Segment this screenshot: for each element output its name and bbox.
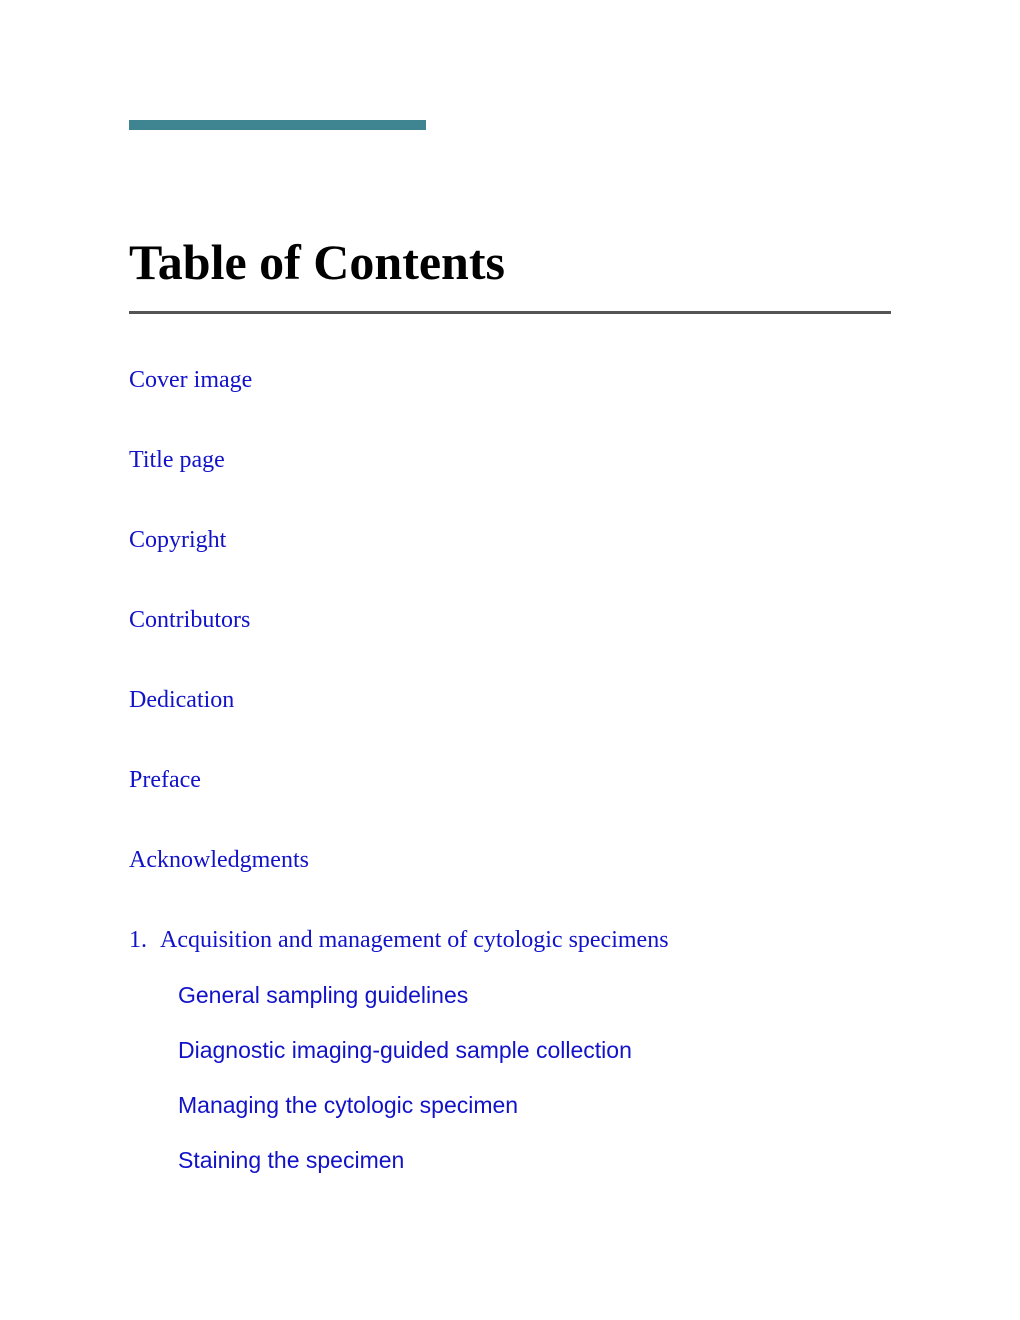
toc-link-managing-the-cytologic-specimen[interactable]: Managing the cytologic specimen [178,1092,519,1118]
toc-link-cover-image[interactable]: Cover image [129,367,253,393]
toc-link-staining-the-specimen[interactable]: Staining the specimen [178,1147,405,1173]
page-title: Table of Contents [129,234,505,290]
toc-link-preface[interactable]: Preface [129,767,201,793]
chapter-title: Acquisition and management of cytologic specimens [160,927,669,953]
chapter-number: 1. [129,927,147,953]
toc-link-general-sampling-guidelines[interactable]: General sampling guidelines [178,982,469,1008]
toc-link-dedication[interactable]: Dedication [129,687,235,713]
toc-link-copyright[interactable]: Copyright [129,527,227,553]
toc-link-contributors[interactable]: Contributors [129,607,251,633]
toc-link-diagnostic-imaging-guided-sample-collection[interactable]: Diagnostic imaging-guided sample collection [178,1037,632,1063]
toc-link-acknowledgments[interactable]: Acknowledgments [129,847,309,873]
toc-link-chapter-1[interactable] [129,925,669,955]
toc-link-title-page[interactable]: Title page [129,447,225,473]
